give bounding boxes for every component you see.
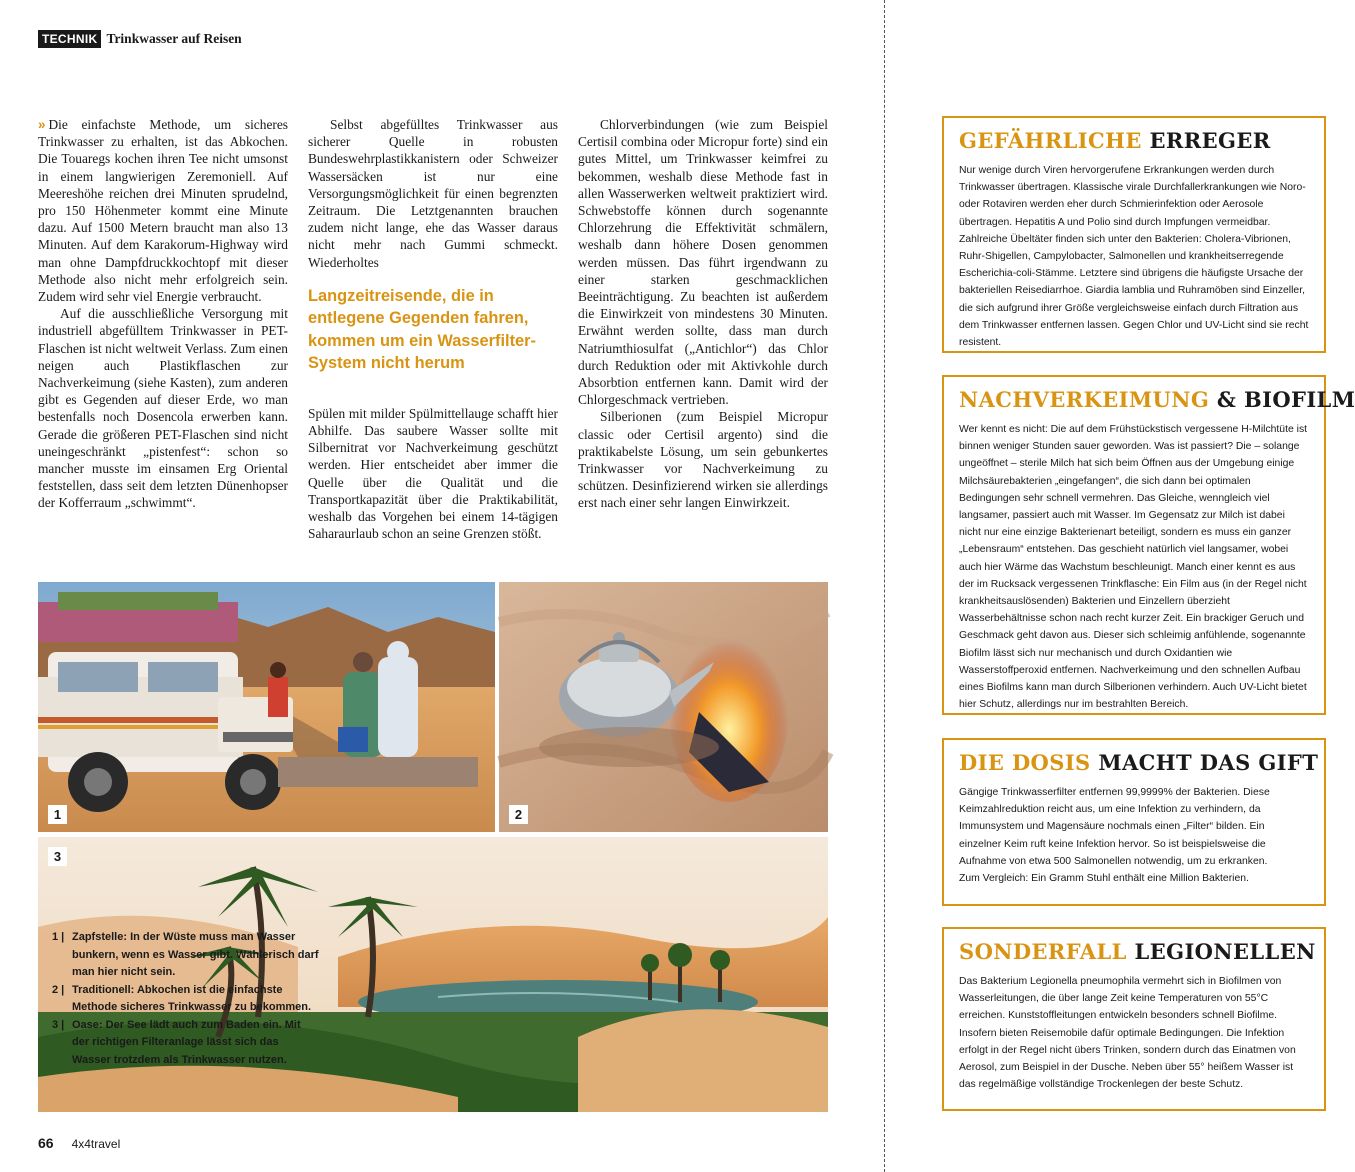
box-text: Gängige Trinkwasserfilter entfernen 99,9999% der Bakterien. Diese Keimzahlreduktion reicht aus, um eine Infektion zu verhindern, da Immunsystem und Magensäure nochmals einen „Filter“ bilden. Ein einzelner Keim ruft keine Infektion hervor. So ist beispielsweise die Aufnahme von etwa 500 Salmonellen notwendig, um zu erkranken. [959,787,1270,867]
paragraph: Spülen mit milder Spülmittellauge schafft hier Abhilfe. Das saubere Wasser sollte mit Silbernitrat vor Nachverkeimung geschützt werden. Hier entscheidet aber immer die Quelle über die Qualität und die Transportkapazität über die Praktikabilität, weshalb das Vorgehen bei einem 14-tägigen Saharaurlaub schon an seine Grenzen stößt. [308,405,558,542]
text-column-1 [38,116,288,512]
caption-item: 3 | Oase: Der See lädt auch zum Baden ein. Mit der richtigen Filteranlage lässt sich das Wasser trotzdem als Trinkwasser nutzen. [52,1018,301,1066]
page-number: 66 [38,1135,54,1151]
photo-number: 1 [48,805,67,824]
box-text: Nur wenige durch Viren hervorgerufene Erkrankungen werden durch Trinkwasser übertragen. Klassische virale Durchfallerkrankungen wie Noro- oder Rotaviren werden eher durch Schmierinfektion oder Aerosole übertragen. Hepatitis A und Polio sind durch Impfungen vermeidbar. Zahlreiche Übeltäter finden sich unter den Bakterien: Cholera-Vibrionen, Ruhr-Shigellen, Campylobacter, Salmonellen und krankheitserregende Escherichia-coli-Stämme. Letztere sind übrigens die häufigste Ursache der bakteriellen Reisediarrhoe. Giardia lamblia und Ruhramöben sind Einzeller, die sich aufgrund ihrer Größe vergleichsweise einfach durch Filtration aus dem Trinkwasser entfernen lassen. Gegen Chlor und UV-Licht sind sie recht resistent. [959,165,1309,349]
article-title: Trinkwasser auf Reisen [106,31,242,46]
section-tag: TECHNIK [38,30,101,48]
box-title: DIE DOSIS MACHT DAS GIFT [959,750,1319,775]
info-box-gefaehrliche-erreger [942,116,1326,353]
box-text-note: Zum Vergleich: Ein Gramm Stuhl enthält eine Million Bakterien. [959,873,1249,885]
photo-number: 3 [48,847,67,866]
running-header [38,30,242,48]
photo-number: 2 [509,805,528,824]
text-column-2 [308,116,558,542]
paragraph: Selbst abgefülltes Trinkwasser aus sicherer Quelle in robusten Bundeswehrplastikkanistern oder Schweizer Wassersäcken ist nur eine Versorgungsmöglichkeit für einen begrenzten Zeitraum. Die Letztgenannten brauchen zudem nicht lange, ehe das Wasser daraus nicht mehr nach Gummi schmeckt. Wiederholtes [308,117,558,270]
caption-item: 1 | Zapfstelle: In der Wüste muss man Wasser bunkern, wenn es Wasser gibt. Wählerisch darf man hier nicht sein. [52,931,319,978]
page-divider [884,0,885,1172]
paragraph: Auf die ausschließliche Versorgung mit industriell abgefülltem Trinkwasser in PET-Flaschen ist nicht weltweit Verlass. Zum einen neigen auch Plastikflaschen zur Nachverkeimung (siehe Kasten), zum anderen gibt es Gegenden auf dieser Erde, wo man bestenfalls noch Dosencola erwerben kann. Gerade die größeren PET-Flaschen sind nicht uneingeschränkt „pistenfest“: schon so mancher musste im einsamen Erg Oriental feststellen, dass seit dem letzten Dünenhopser der Kofferraum „schwimmt“. [38,306,288,511]
box-text: Wer kennt es nicht: Die auf dem Frühstückstisch vergessene H-Milchtüte ist binnen weniger Stunden sauer geworden. Was ist passiert? Die – solange ungeöffnet – sterile Milch hat sich beim Öffnen aus der Umgebung einige Milchsäurebakterien „eingefangen“, die sich dann bei optimalen Bedingungen sehr schnell vermehren. Das Gleiche, wenngleich viel langsamer, passiert auch mit Wasser. Im Gegensatz zur Milch ist dabei nicht nur eine einzige Bakterienart beteiligt, sondern es muss ein ganzer „Lebensraum“ entstehen. Das geschieht natürlich viel langsamer, wobei auch hier Wärme das Wachstum beschleunigt. Manch einer kennt es aus der im Rucksack vergessenen Trinkflasche: Ein Film aus (in der Regel nicht krankheitsauslösenden) Bakterien und Einzellern überzieht Wasserbehältnisse schon nach recht kurzer Zeit. Ein brackiger Geruch und Geschmack geht davon aus. Dieser sich schleimig anfühlende, sogenannte Biofilm lässt sich nur mechanisch und durch Oxidantien wie Wasserstoffperoxid entfernen. Nachverkeimung und den schnellen Aufbau eines Biofilms kann man durch Silberionen verhindern. Auch UV-Licht bietet hier Schutz, allerdings nur im bestrahlten Bereich. [959,424,1308,711]
chevron-icon: » [38,117,46,132]
text-column-3 [578,116,828,512]
caption-item: 2 | Traditionell: Abkochen ist die einfachste Methode sicheres Trinkwasser zu bekommen. [52,983,312,1013]
photo-jeep-water-tap [38,582,495,832]
info-box-dosis [942,738,1326,906]
paragraph: » Die einfachste Methode, um sicheres Trinkwasser zu erhalten, ist das Abkochen. Die Touaregs kochen ihren Tee nicht umsonst in einem langwierigen Zeremoniell. Auf Meereshöhe reichen drei Minuten sprudelnd, pro 150 Höhenmeter kommt eine Minute dazu. Auf 1500 Metern braucht man also 13 Minuten. Auf dem Karakorum-Highway wird man ohne Dampfdruckkochtopf mit dieser Methode also nicht mehr erfolgreich sein. Zudem wird sehr viel Energie verbraucht. [38,117,288,305]
info-box-legionellen [942,927,1326,1111]
page-footer [38,1135,120,1151]
paragraph: Silberionen (zum Beispiel Micropur classic oder Certisil argento) sind die praktikabelste Lösung, um sein gebunkertes Trinkwasser vor Nachverkeimung zu schützen. Desinfizierend wirken sie allerdings erst nach einer sehr langen Einwirkzeit. [578,409,828,511]
box-title: GEFÄHRLICHE ERREGER [959,128,1271,153]
photo-captions [52,929,320,1069]
paragraph: Chlorverbindungen (wie zum Beispiel Certisil combina oder Micropur forte) sind ein gutes Mittel, um Trinkwasser keimfrei zu bekommen, weshalb diese Methode fast in allen Wasserwerken weltweit praktiziert wird. Schwebstoffe können durch sogenannte Chlorzehrung die Effektivität schmälern, weshalb dann höhere Dosen genommen werden müssen. Das führt irgendwann zu einer starken geschmacklichen Beeinträchtigung. Zu beachten ist außerdem die Einwirkzeit von mindestens 30 Minuten. Erwähnt werden sollte, dass man durch Natriumthiosulfat („Antichlor“) das Chlor durch Reduktion oder mit Aktivkohle durch Absorbtion entfernen kann. Damit wird der Chlorgeschmack vertrieben. [578,117,828,408]
pull-quote: Langzeitreisende, die in entlegene Gegenden fahren, kommen um ein Wasserfilter-System nicht herum [308,286,537,373]
photo-teapot-fire [499,582,828,832]
box-text: Das Bakterium Legionella pneumophila vermehrt sich in Biofilmen von Wasserleitungen, die über lange Zeit keine Temperaturen von 55°C erreichen. Kunststoffleitungen entwickeln besonders schnell Biofilme. Insofern bieten Reisemobile dafür optimale Bedingungen. Die Infektion erfolgt in der Regel nicht übers Trinken, sondern durch das Einatmen von Aerosol, zum Beispiel in der Dusche. Neben über 55° heißem Wasser ist das regelmäßige vollständige Trockenlegen der beste Schutz. [959,976,1296,1091]
info-box-nachverkeimung [942,375,1355,715]
magazine-name: 4x4travel [71,1137,121,1151]
box-title: NACHVERKEIMUNG & BIOFILM [959,387,1355,412]
box-title: SONDERFALL LEGIONELLEN [959,939,1316,964]
